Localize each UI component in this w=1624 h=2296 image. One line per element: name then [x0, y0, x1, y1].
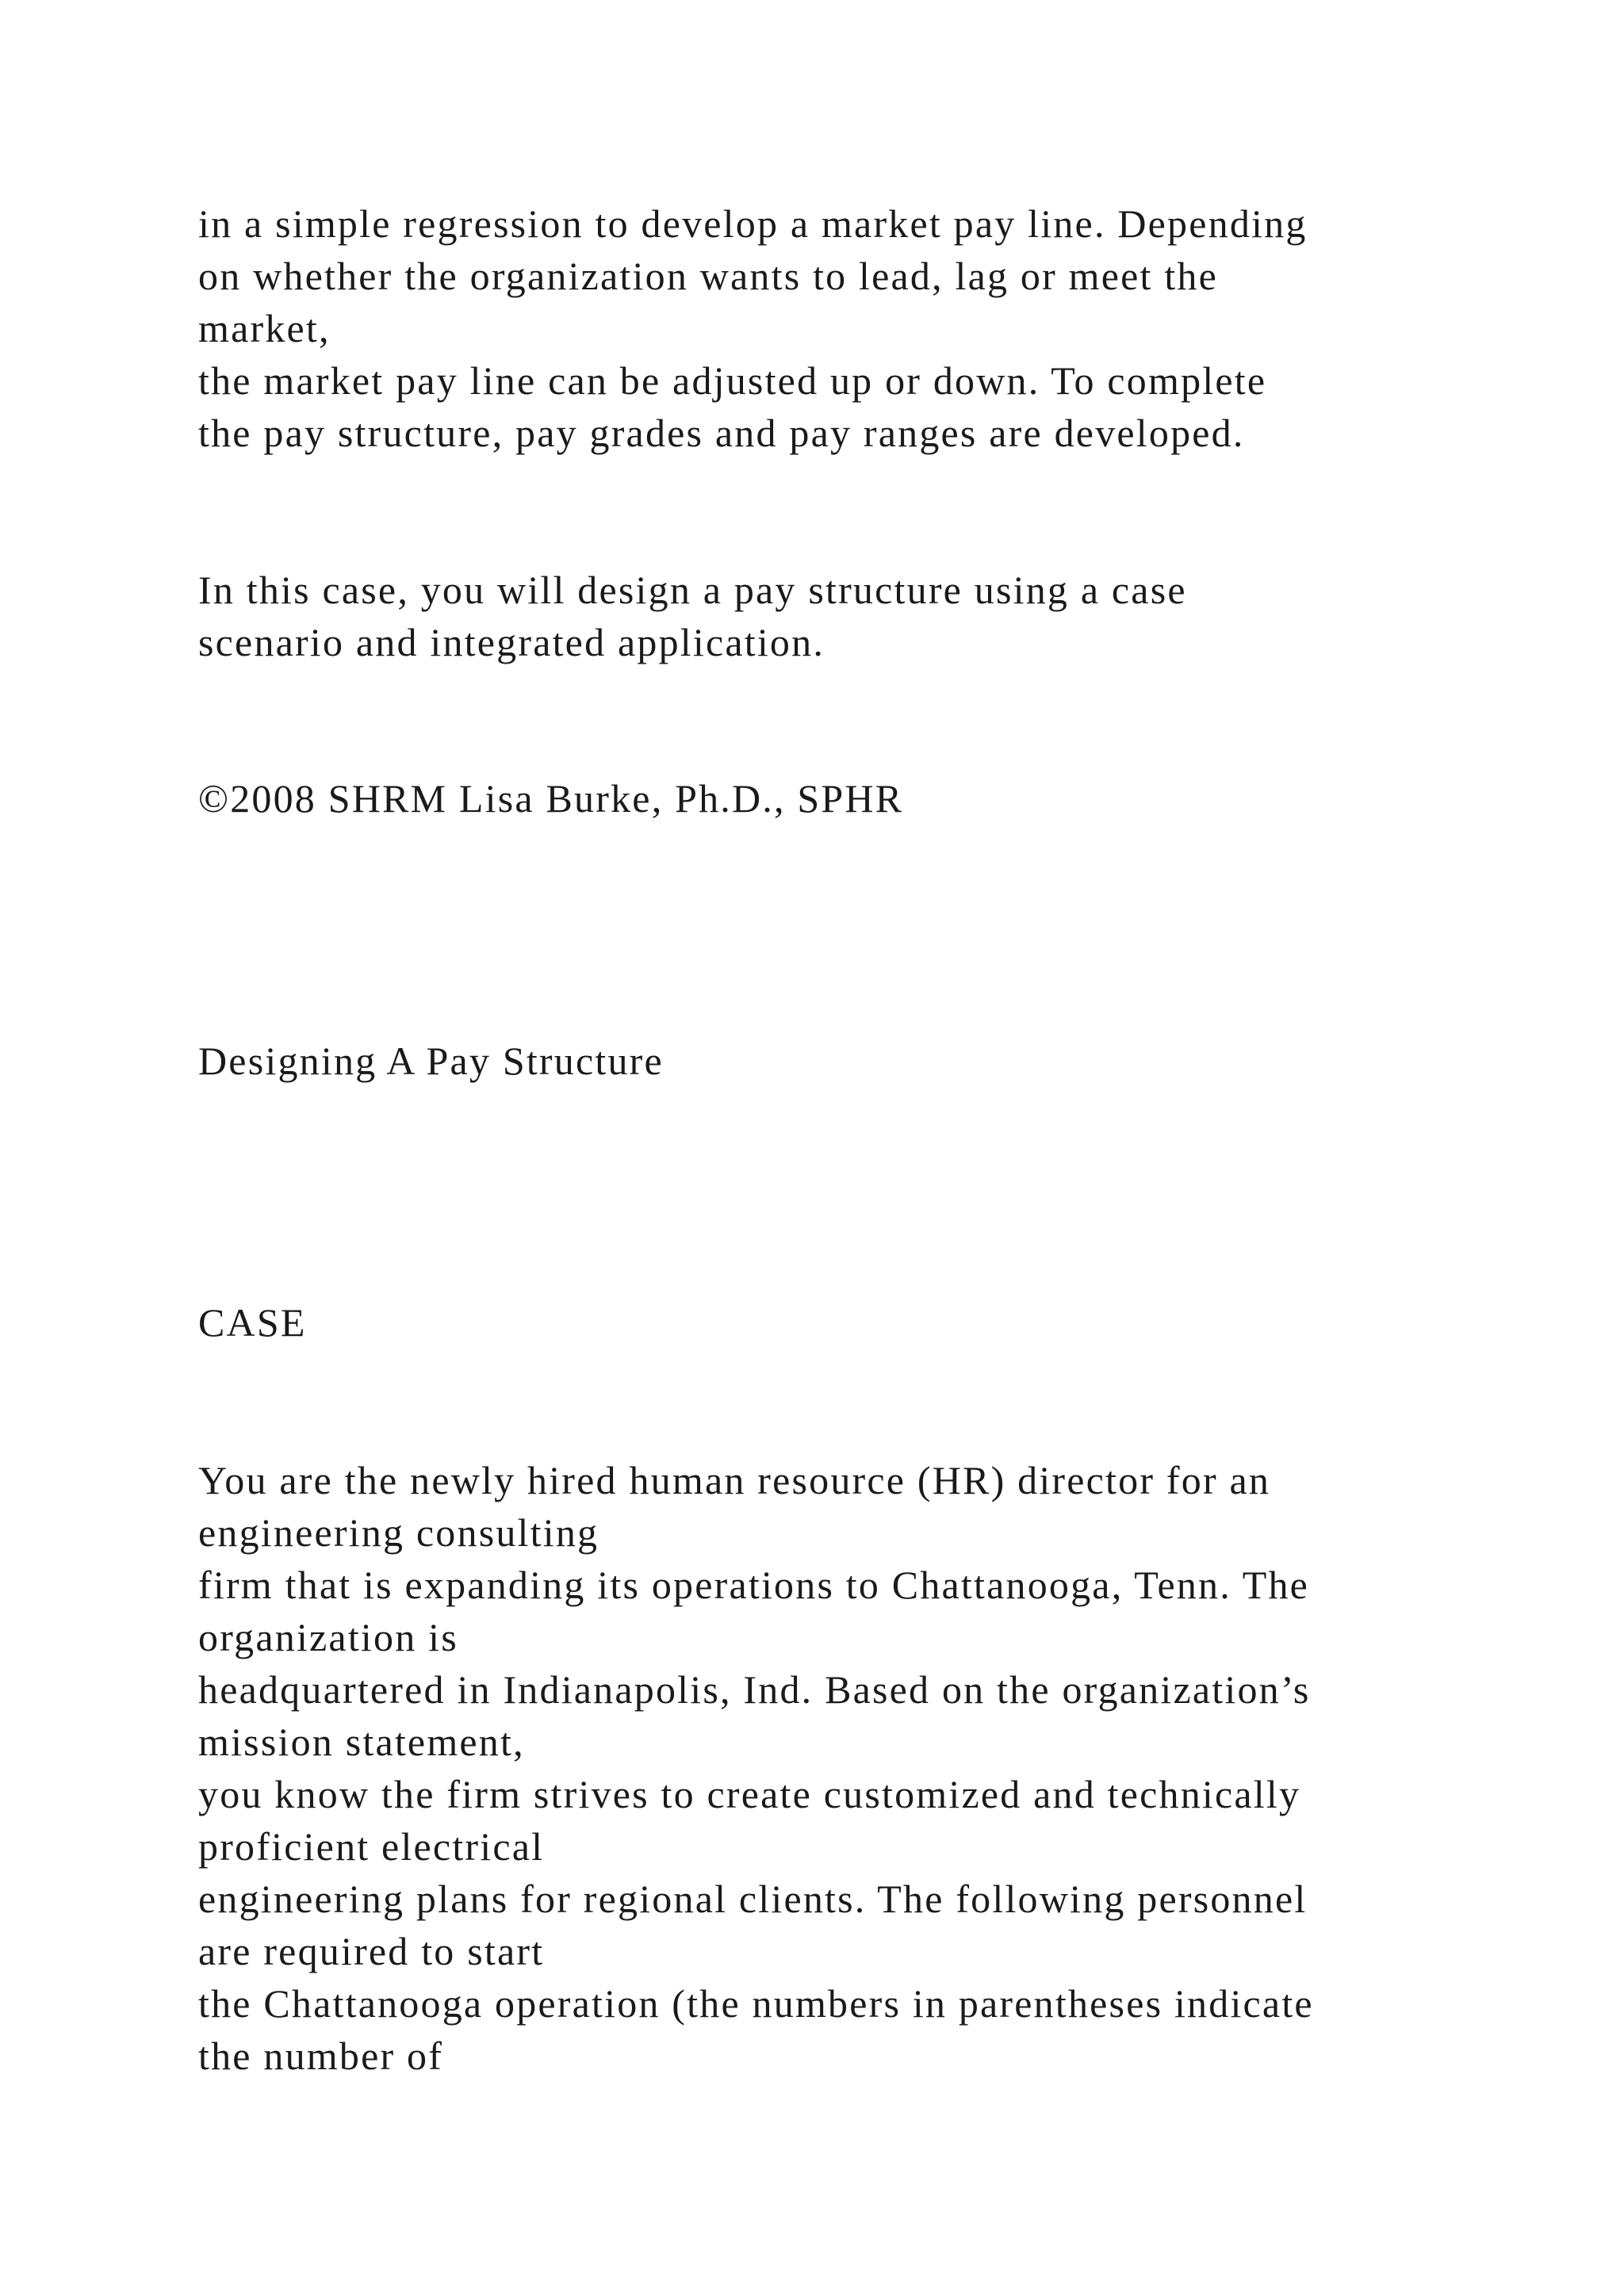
case-line-6: mission statement, — [198, 1720, 525, 1764]
document-title: Designing A Pay Structure — [198, 1039, 664, 1083]
case-line-1: You are the newly hired human resource (HR) director for an — [198, 1458, 1271, 1502]
intro-line-5: the pay structure, pay grades and pay ranges are developed. — [198, 411, 1245, 455]
intro-line-4: the market pay line can be adjusted up or down. To complete — [198, 358, 1267, 403]
intro-line-2: on whether the organization wants to lead, lag or meet the — [198, 254, 1219, 298]
case-line-12: the number of — [198, 2034, 444, 2078]
case-line-4: organization is — [198, 1615, 458, 1659]
case-line-9: engineering plans for regional clients. The following personnel — [198, 1877, 1308, 1921]
case-line-8: proficient electrical — [198, 1824, 545, 1869]
section-heading-case: CASE — [198, 1300, 307, 1345]
intro-line-3: market, — [198, 306, 331, 350]
case-line-11: the Chattanooga operation (the numbers in parentheses indicate — [198, 1981, 1314, 2026]
case-line-7: you know the firm strives to create customized and technically — [198, 1772, 1301, 1816]
copyright-line: ©2008 SHRM Lisa Burke, Ph.D., SPHR — [198, 776, 904, 821]
case-line-3: firm that is expanding its operations to Chattanooga, Tenn. The — [198, 1563, 1310, 1607]
case-intro-line-2: scenario and integrated application. — [198, 620, 825, 664]
case-line-10: are required to start — [198, 1929, 545, 1973]
case-intro-line-1: In this case, you will design a pay structure using a case — [198, 568, 1187, 612]
intro-line-1: in a simple regression to develop a market pay line. Depending — [198, 201, 1308, 246]
case-line-5: headquartered in Indianapolis, Ind. Based on the organization’s — [198, 1667, 1311, 1712]
case-line-2: engineering consulting — [198, 1510, 599, 1555]
